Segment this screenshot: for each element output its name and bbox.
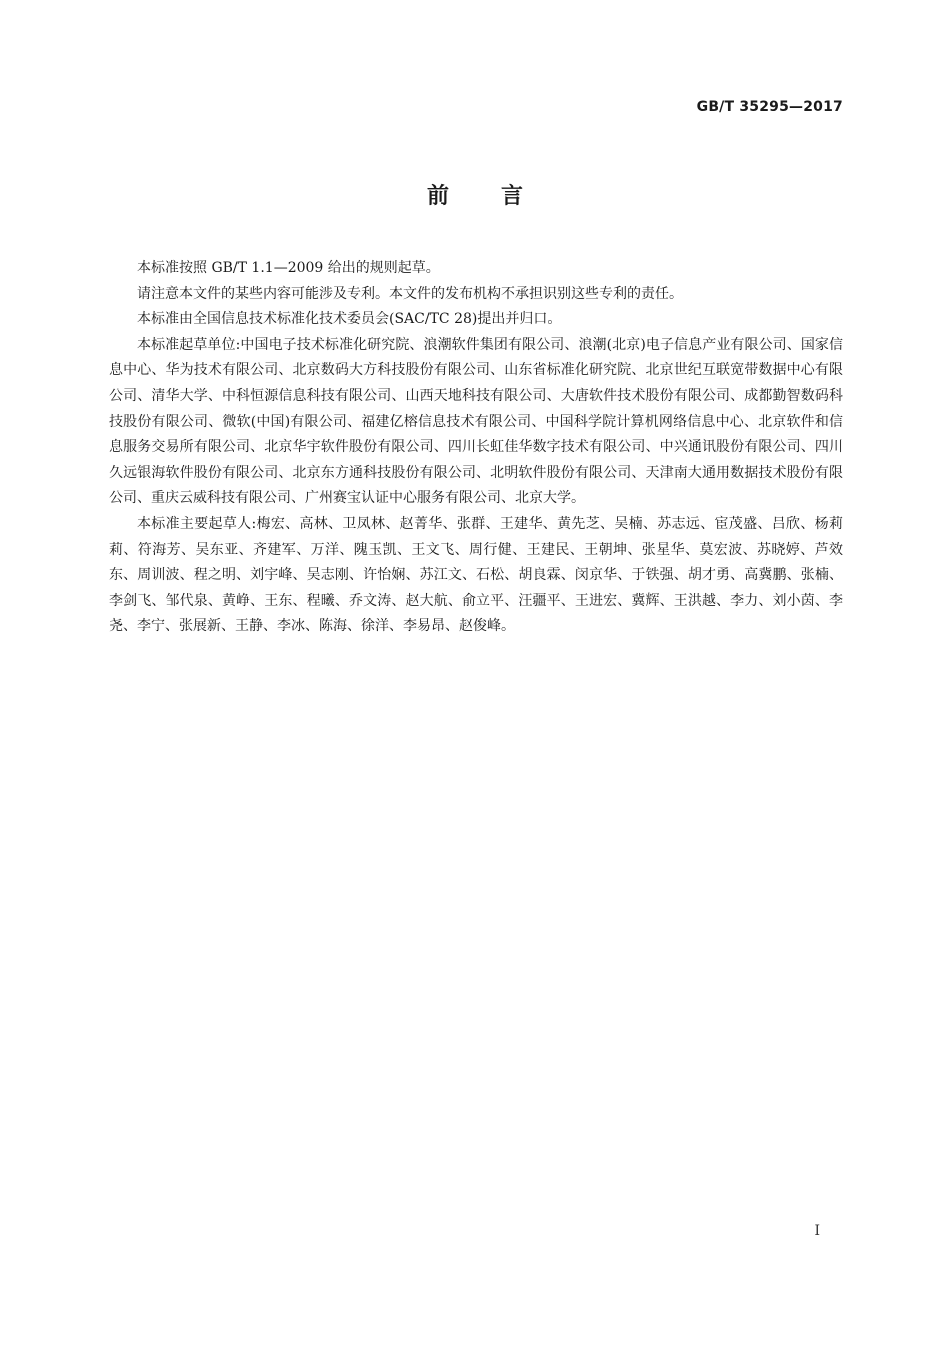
- paragraph-patent-notice: 请注意本文件的某些内容可能涉及专利。本文件的发布机构不承担识别这些专利的责任。: [137, 285, 683, 302]
- standard-number: GB/T 35295—2017: [696, 99, 843, 115]
- paragraph-proposer: 本标准由全国信息技术标准化技术委员会(SAC/TC 28)提出并归口。: [137, 311, 562, 328]
- paragraph-drafters: 本标准主要起草人:梅宏、高林、卫凤林、赵菁华、张群、王建华、黄先芝、吴楠、苏志远、宦茂盛、吕欣、杨莉莉、符海芳、吴东亚、齐建军、万洋、隗玉凯、王文飞、周行健、王建民、王朝坤、张星华、莫宏波、苏晓婷、芦效东、周训波、程之明、刘宇峰、吴志刚、许怡娴、苏江文、石松、胡良霖、闵京华、于铁强、胡才勇、高冀鹏、张楠、李剑飞、邹代泉、黄峥、王东、程曦、乔文涛、赵大航、俞立平、汪疆平、王进宏、冀辉、王洪越、李力、刘小茵、李尧、李宁、张展新、王静、李冰、陈海、徐洋、李易昂、赵俊峰。: [109, 515, 843, 635]
- document-body: [109, 256, 843, 640]
- paragraph-drafting-units: 本标准起草单位:中国电子技术标准化研究院、浪潮软件集团有限公司、浪潮(北京)电子信息产业有限公司、国家信息中心、华为技术有限公司、北京数码大方科技股份有限公司、山东省标准化研究院、北京世纪互联宽带数据中心有限公司、清华大学、中科恒源信息科技有限公司、山西天地科技有限公司、大唐软件技术股份有限公司、成都勤智数码科技股份有限公司、微软(中国)有限公司、福建亿榕信息技术有限公司、中国科学院计算机网络信息中心、北京软件和信息服务交易所有限公司、北京华宇软件股份有限公司、四川长虹佳华数字技术有限公司、中兴通讯股份有限公司、四川久远银海软件股份有限公司、北京东方通科技股份有限公司、北明软件股份有限公司、天津南大通用数据技术股份有限公司、重庆云威科技有限公司、广州赛宝认证中心服务有限公司、北京大学。: [109, 336, 843, 507]
- page-title: 前言: [426, 184, 575, 209]
- paragraph-drafting-rules: 本标准按照 GB/T 1.1—2009 给出的规则起草。: [137, 260, 440, 276]
- page-number: I: [814, 1223, 820, 1239]
